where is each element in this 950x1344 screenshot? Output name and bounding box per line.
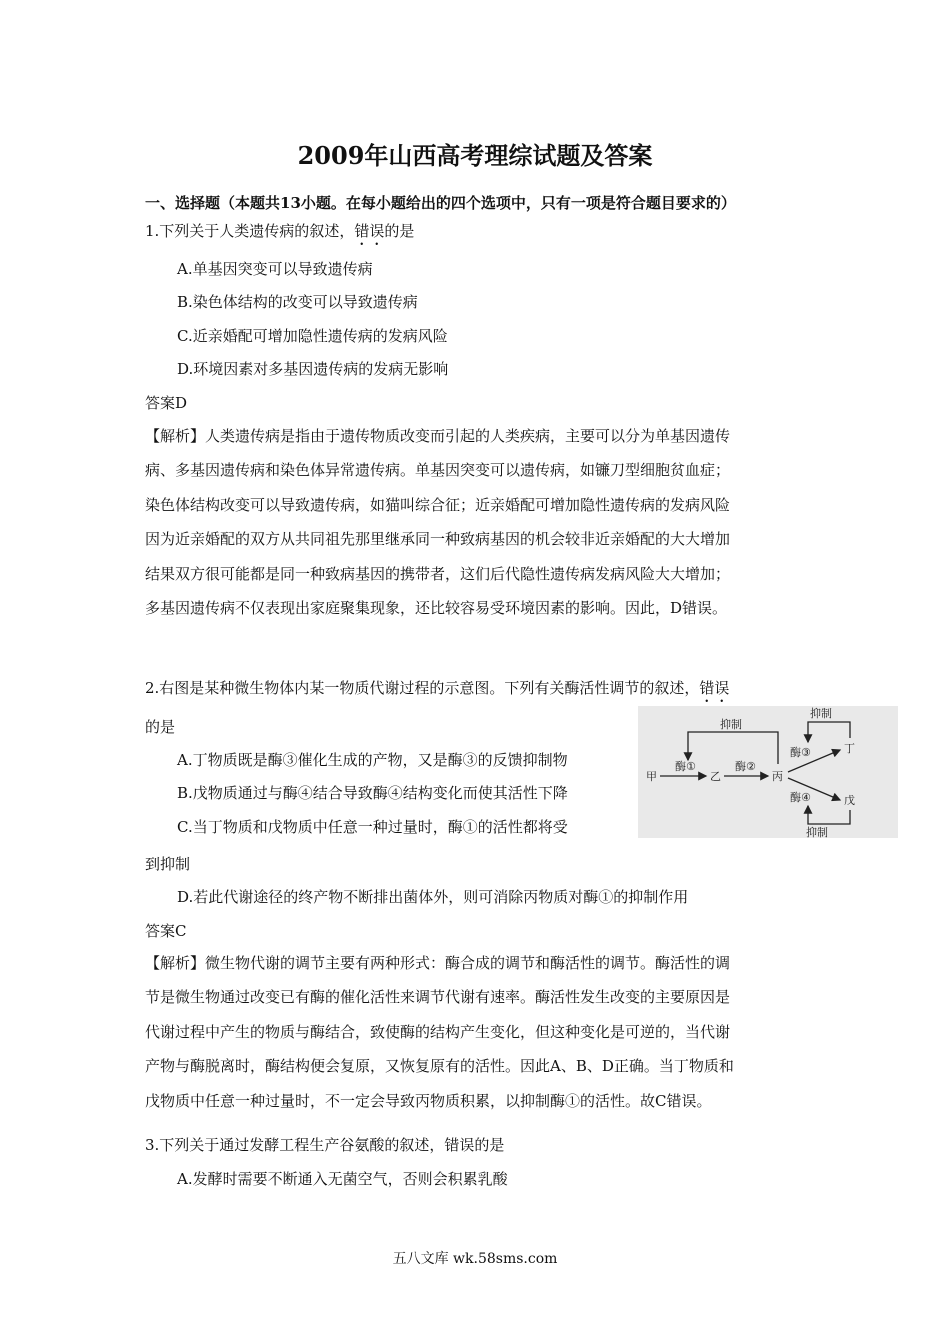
analysis-line: 结果双方很可能都是同一种致病基因的携带者，这们后代隐性遗传病发病风险大大增加； [145, 564, 731, 583]
q2-answer: 答案C [145, 922, 187, 940]
metabolism-diagram-svg [638, 706, 898, 838]
q3-option-a: A.发酵时需要不断通入无菌空气，否则会积累乳酸 [177, 1170, 508, 1188]
enzyme-3-label: 酶③ [790, 746, 811, 759]
question-3-stem: 3.下列关于通过发酵工程生产谷氨酸的叙述，错误的是 [145, 1136, 505, 1154]
analysis-line: 病、多基因遗传病和染色体异常遗传病。单基因突变可以遗传病，如镰刀型细胞贫血症； [145, 461, 731, 480]
analysis-line: 【解析】人类遗传病是指由于遗传物质改变而引起的人类疾病，主要可以分为单基因遗传 [145, 427, 731, 445]
q1-option-d: D.环境因素对多基因遗传病的发病无影响 [177, 360, 449, 378]
enzyme-1-label: 酶① [675, 760, 696, 773]
analysis-line: 多基因遗传病不仅表现出家庭聚集现象，还比较容易受环境因素的影响。因此，D错误。 [145, 599, 728, 618]
analysis-line: 因为近亲婚配的双方从共同祖先那里继承同一种致病基因的机会较非近亲婚配的大大增加 [145, 530, 731, 549]
emphasis-mark: 错误 [699, 679, 730, 697]
footer-watermark[interactable]: 五八文库 wk.58sms.com [392, 1251, 558, 1267]
inhibit-label-top-left: 抑制 [720, 718, 742, 731]
question-1-stem: 1.下列关于人类遗传病的叙述，错误的是 [145, 222, 415, 240]
emphasis-mark: 错误 [354, 222, 385, 240]
substance-jia: 甲 [646, 770, 657, 783]
inhibit-label-bottom: 抑制 [806, 826, 828, 838]
enzyme-4-label: 酶④ [790, 791, 811, 804]
q1-analysis [145, 419, 813, 625]
analysis-line: 代谢过程中产生的物质与酶结合，致使酶的结构产生变化，但这种变化是可逆的，当代谢 [145, 1022, 731, 1041]
inhibit-label-top-right: 抑制 [810, 707, 832, 720]
substance-ding: 丁 [844, 742, 855, 755]
section-heading: 一、选择题（本题共13小题。在每小题给出的四个选项中，只有一项是符合题目要求的） [145, 194, 736, 212]
analysis-line: 节是微生物通过改变已有酶的催化活性来调节代谢有速率。酶活性发生改变的主要原因是 [145, 988, 731, 1007]
substance-wu: 戊 [844, 794, 855, 807]
feedback-arrow-ding [808, 722, 850, 742]
q2-option-d: D.若此代谢途径的终产物不断排出菌体外，则可消除丙物质对酶①的抑制作用 [177, 888, 689, 906]
feedback-arrow-wu [808, 806, 850, 824]
analysis-line: 戊物质中任意一种过量时，不一定会导致丙物质积累，以抑制酶①的活性。故C错误。 [145, 1091, 712, 1110]
q2-option-c-cont: 到抑制 [145, 855, 191, 873]
q2-analysis [145, 946, 813, 1118]
q1-answer: 答案D [145, 394, 188, 412]
analysis-line: 染色体结构改变可以导致遗传病，如猫叫综合征；近亲婚配可增加隐性遗传病的发病风险 [145, 495, 731, 514]
q1-option-b: B.染色体结构的改变可以导致遗传病 [177, 293, 418, 311]
enzyme-2-label: 酶② [735, 760, 756, 773]
substance-bing: 丙 [772, 770, 783, 783]
q1-option-c: C.近亲婚配可增加隐性遗传病的发病风险 [177, 327, 448, 345]
question-2-stem-cont: 的是 [145, 718, 176, 736]
feedback-arrow-bing [688, 732, 778, 764]
q2-option-b: B.戊物质通过与酶④结合导致酶④结构变化而使其活性下降 [177, 784, 568, 802]
metabolism-diagram [638, 706, 898, 838]
page-title: 2009年山西高考理综试题及答案 [297, 141, 653, 170]
analysis-line: 产物与酶脱离时，酶结构便会复原，又恢复原有的活性。因此A、B、D正确。当丁物质和 [145, 1057, 734, 1076]
q2-option-c: C.当丁物质和戊物质中任意一种过量时，酶①的活性都将受 [177, 818, 568, 836]
q1-option-a: A.单基因突变可以导致遗传病 [177, 260, 373, 278]
question-2-stem: 2.右图是某种微生物体内某一物质代谢过程的示意图。下列有关酶活性调节的叙述，错误 [145, 679, 730, 697]
q2-option-a: A.丁物质既是酶③催化生成的产物，又是酶③的反馈抑制物 [177, 751, 568, 769]
substance-yi: 乙 [710, 770, 721, 783]
analysis-line: 【解析】微生物代谢的调节主要有两种形式：酶合成的调节和酶活性的调节。酶活性的调 [145, 954, 731, 972]
